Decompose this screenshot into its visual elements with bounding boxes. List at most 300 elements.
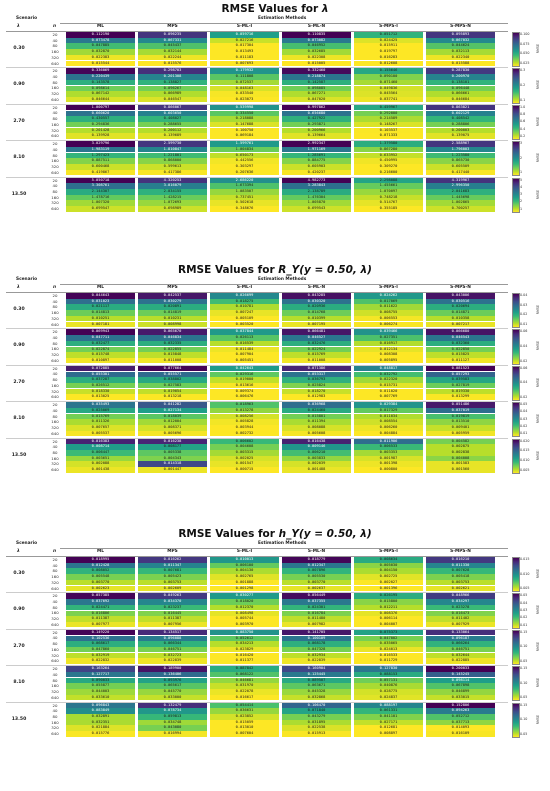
rmse-cell: 0.039466	[354, 329, 423, 335]
rmse-cell: 0.024013	[354, 647, 423, 653]
rmse-cell: 0.044003	[66, 689, 135, 695]
colorbar-label: RMSE	[536, 569, 540, 579]
colorbar-tick-label: 0.06	[520, 365, 528, 370]
sample-size: 40	[52, 671, 58, 677]
rmse-cell: 0.096267	[138, 86, 207, 92]
sample-size: 160	[51, 683, 59, 689]
rmse-cell: 0.160904	[282, 666, 351, 672]
rmse-cell: 0.023237	[138, 605, 207, 611]
lambda-block	[0, 630, 550, 664]
lambda-block	[0, 557, 550, 591]
rmse-cell: 0.100750	[210, 128, 279, 134]
rmse-cell: 0.098114	[426, 678, 495, 684]
column-header: S-MPS-I	[379, 285, 398, 290]
rmse-cell: 0.348676	[210, 206, 279, 212]
colorbar-tick-label: 1	[520, 170, 523, 175]
rmse-cell: 0.155646	[354, 68, 423, 74]
rmse-cell: 0.027819	[426, 383, 495, 389]
table-row	[0, 97, 550, 103]
rmse-cell: 0.029316	[210, 372, 279, 378]
rmse-cell: 0.061331	[354, 708, 423, 714]
rmse-cell: 0.017304	[210, 43, 279, 49]
rmse-cell: 0.094263	[426, 708, 495, 714]
rmse-cell: 0.090100	[354, 74, 423, 80]
rmse-cell: 0.006274	[354, 322, 423, 328]
lambda-block	[0, 68, 550, 102]
panel-title-math: λ	[321, 3, 329, 15]
rmse-cell: 0.022874	[66, 347, 135, 353]
rmse-cell: 0.005744	[210, 616, 279, 622]
column-header: S-ML-I	[236, 24, 253, 29]
rmse-cell: 0.887511	[66, 158, 135, 164]
rmse-cell: 0.000715	[210, 467, 279, 473]
table-row	[0, 695, 550, 701]
sample-size: 160	[51, 382, 59, 388]
rmse-cell: 0.046543	[426, 335, 495, 341]
rmse-cell: 0.027171	[354, 720, 423, 726]
colorbar-label: RMSE	[536, 80, 540, 90]
rmse-cell: 0.011330	[426, 563, 495, 569]
rmse-cell: 0.009401	[426, 425, 495, 431]
rmse-cell: 0.009146	[282, 444, 351, 450]
rmse-cell: 0.047020	[282, 97, 351, 103]
rmse-cell: 0.026195	[354, 593, 423, 599]
sample-size: 80	[52, 188, 58, 194]
colorbar-tick-label: 0.015	[520, 557, 530, 561]
rmse-cell: 0.002875	[426, 444, 495, 450]
colorbar-tick-label: 0.01	[520, 622, 528, 627]
rmse-cell: 0.032792	[354, 372, 423, 378]
sample-size: 20	[52, 438, 58, 444]
sample-size: 80	[52, 713, 58, 719]
rmse-cell: 0.046547	[138, 97, 207, 103]
sample-size: 20	[52, 702, 58, 708]
rmse-cell: 0.071840	[282, 708, 351, 714]
colorbar-tick-label: 0.6	[520, 119, 526, 124]
rmse-cell: 0.002838	[426, 450, 495, 456]
rmse-cell: 0.005109	[210, 316, 279, 322]
rmse-cell: 0.013299	[426, 394, 495, 400]
rmse-cell: 0.022885	[426, 658, 495, 664]
rmse-cell: 0.000800	[354, 467, 423, 473]
rmse-cell: 0.034748	[138, 720, 207, 726]
sample-size: 20	[52, 329, 58, 335]
rmse-cell: 0.698989	[138, 206, 207, 212]
rmse-cell: 0.018779	[282, 557, 351, 563]
sample-size: 640	[51, 321, 59, 327]
rmse-cell: 0.016806	[66, 611, 135, 617]
rmse-cell: 0.022078	[210, 689, 279, 695]
rmse-cell: 0.218874	[282, 74, 351, 80]
rmse-cell: 0.138101	[426, 80, 495, 86]
rmse-cell: 1.007320	[66, 200, 135, 206]
sample-size: 160	[51, 310, 59, 316]
lambda-value: 2.70	[13, 118, 25, 124]
rmse-cell: 0.026699	[210, 293, 279, 299]
sample-size: 320	[51, 725, 59, 731]
rmse-cell: 0.045437	[138, 43, 207, 49]
rmse-cell: 0.007681	[138, 568, 207, 574]
rmse-cell: 0.037355	[282, 599, 351, 605]
rmse-cell: 0.001298	[210, 586, 279, 592]
rmse-cell: 0.014871	[426, 310, 495, 316]
rmse-cell: 1.983119	[66, 147, 135, 153]
rmse-cell: 0.002623	[66, 586, 135, 592]
rmse-cell: 0.016438	[282, 439, 351, 445]
rmse-cell: 0.030320	[282, 299, 351, 305]
sample-size: 40	[52, 335, 58, 341]
rmse-cell: 0.007904	[210, 352, 279, 358]
rmse-cell: 0.008376	[354, 611, 423, 617]
rmse-cell: 0.013616	[210, 383, 279, 389]
sample-size: 640	[51, 394, 59, 400]
colorbar-tick-label: 0.025	[520, 61, 530, 66]
colorbar	[512, 593, 520, 628]
rmse-cell: 0.083750	[210, 630, 279, 636]
rmse-cell: 0.699547	[66, 206, 135, 212]
rmse-cell: 0.303297	[210, 164, 279, 170]
rmse-cell: 0.145245	[426, 672, 495, 678]
rmse-cell: 0.027134	[138, 408, 207, 414]
rmse-cell: 0.014093	[426, 725, 495, 731]
rmse-cell: 0.020694	[426, 304, 495, 310]
rmse-cell: 0.013025	[66, 394, 135, 400]
panel-title-text: RMSE Values for	[178, 264, 279, 276]
rmse-cell: 0.008714	[66, 444, 135, 450]
rmse-cell: 0.077664	[138, 366, 207, 372]
sample-size: 80	[52, 43, 58, 49]
rmse-cell: 1.005870	[282, 200, 351, 206]
rmse-cell: 0.063671	[282, 683, 351, 689]
rmse-cell: 0.020891	[138, 304, 207, 310]
rmse-cell: 0.066344	[138, 641, 207, 647]
rmse-cell: 0.053317	[282, 372, 351, 378]
colorbar-label: RMSE	[536, 44, 540, 54]
rmse-cell: 0.015748	[66, 352, 135, 358]
rmse-cell: 0.139928	[66, 133, 135, 139]
rmse-cell: 0.007181	[66, 322, 135, 328]
rmse-cell: 0.046684	[426, 97, 495, 103]
lambda-block	[0, 32, 550, 66]
rmse-cell: 0.046681	[210, 678, 279, 684]
rmse-cell: 0.002765	[210, 574, 279, 580]
rmse-cell: 0.022850	[426, 347, 495, 353]
rmse-cell: 0.355185	[354, 206, 423, 212]
rmse-cell: 1.796003	[426, 147, 495, 153]
colorbar-label: RMSE	[536, 305, 540, 315]
rmse-cell: 0.008371	[138, 425, 207, 431]
rmse-cell: 0.004007	[354, 622, 423, 628]
table-row	[0, 206, 550, 212]
rmse-cell: 0.005608	[282, 431, 351, 437]
rmse-cell: 0.015825	[426, 352, 495, 358]
rmse-cell: 1.223580	[426, 153, 495, 159]
rmse-cell: 1.379580	[354, 141, 423, 147]
rmse-cell: 0.096088	[138, 636, 207, 642]
rmse-cell: 0.090033	[66, 678, 135, 684]
n-header: n	[53, 24, 57, 29]
rmse-cell: 0.015801	[282, 414, 351, 420]
table-row	[0, 658, 550, 664]
rmse-cell: 0.032934	[282, 653, 351, 659]
rmse-cell: 0.066481	[282, 329, 351, 335]
sample-size: 160	[51, 610, 59, 616]
rmse-cell: 0.001438	[66, 467, 135, 473]
sample-size: 40	[52, 599, 58, 605]
rmse-cell: 0.003753	[138, 580, 207, 586]
lambda-block	[0, 293, 550, 327]
panel-title	[0, 2, 550, 16]
rmse-cell: 0.046952	[282, 43, 351, 49]
rmse-cell: 0.072885	[66, 366, 135, 372]
rmse-cell: 5.050718	[66, 178, 135, 184]
rmse-cell: 0.024425	[354, 38, 423, 44]
rmse-cell: 0.189900	[138, 666, 207, 672]
rmse-cell: 0.057293	[426, 372, 495, 378]
sample-size: 320	[51, 424, 59, 430]
colorbar-tick-label: 0.02	[520, 394, 528, 399]
rmse-cell: 0.006260	[354, 425, 423, 431]
rmse-cell: 0.005537	[66, 431, 135, 437]
rmse-cell: 0.032351	[66, 720, 135, 726]
rmse-cell: 0.016533	[354, 653, 423, 659]
rmse-cell: 0.017329	[354, 408, 423, 414]
rmse-cell: 0.110835	[282, 32, 351, 38]
rmse-cell: 0.032477	[66, 341, 135, 347]
rmse-cell: 0.332460	[282, 68, 351, 74]
sample-size: 20	[52, 557, 58, 562]
rmse-cell: 3.283843	[282, 183, 351, 189]
rmse-cell: 0.031023	[66, 299, 135, 305]
rmse-cell: 0.045564	[354, 91, 423, 97]
colorbar-tick-label: 0.04	[520, 600, 528, 605]
rmse-cell: 0.005338	[138, 450, 207, 456]
rmse-cell: 0.005895	[354, 358, 423, 364]
rmse-cell: 0.019797	[354, 49, 423, 55]
rmse-cell: 0.002025	[210, 456, 279, 462]
lambda-value: 2.70	[13, 379, 25, 385]
rmse-cell: 0.016994	[138, 731, 207, 737]
rmse-cell: 0.024460	[282, 408, 351, 414]
rmse-cell: 0.046751	[426, 647, 495, 653]
rmse-cell: 0.016210	[426, 557, 495, 563]
sample-size: 40	[52, 74, 58, 80]
rmse-cell: 0.071386	[282, 366, 351, 372]
sample-size: 80	[52, 340, 58, 346]
sample-size: 80	[52, 449, 58, 455]
lambda-value: 8.10	[13, 680, 25, 686]
rmse-cell: 0.071333	[354, 133, 423, 139]
colorbar	[512, 703, 520, 738]
rmse-cell: 0.015005	[282, 61, 351, 67]
rmse-cell: 0.459967	[354, 105, 423, 111]
panel-title	[0, 263, 550, 277]
table-row	[0, 133, 550, 139]
rmse-cell: 0.059813	[138, 714, 207, 720]
rmse-cell: 0.031970	[210, 683, 279, 689]
lambda-block	[0, 141, 550, 175]
rmse-cell: 0.024301	[282, 605, 351, 611]
rmse-cell: 0.011387	[138, 616, 207, 622]
rmse-cell: 0.287830	[426, 68, 495, 74]
rmse-cell: 0.011326	[66, 419, 135, 425]
sample-size: 320	[51, 688, 59, 694]
colorbar-tick-label: 0.05	[520, 695, 528, 700]
sample-size: 160	[51, 158, 59, 164]
rmse-cell: 0.408542	[426, 116, 495, 122]
rmse-cell: 2.034155	[138, 189, 207, 195]
rmse-cell: 0.660620	[66, 111, 135, 117]
rmse-cell: 0.046899	[426, 689, 495, 695]
lambda-value: 8.10	[13, 416, 25, 422]
rmse-cell: 1.221801	[138, 153, 207, 159]
rmse-cell: 0.163264	[66, 666, 135, 672]
rmse-cell: 0.008256	[210, 414, 279, 420]
rmse-cell: 0.016617	[210, 695, 279, 701]
panel-title-math: R_Y(y = 0.50, λ)	[278, 264, 372, 276]
lambda-value: 0.30	[13, 307, 25, 313]
rmse-cell: 0.737451	[210, 195, 279, 201]
rmse-cell: 0.065617	[138, 683, 207, 689]
rmse-cell: 0.042643	[210, 366, 279, 372]
rmse-cell: 1.445698	[426, 195, 495, 201]
rmse-cell: 1.072693	[138, 200, 207, 206]
rmse-cell: 1.070097	[354, 189, 423, 195]
rmse-cell: 0.141705	[282, 630, 351, 636]
sample-size: 640	[51, 169, 59, 175]
rmse-cell: 1.285691	[282, 153, 351, 159]
sample-size: 320	[51, 388, 59, 394]
colorbar-tick-label: 0.04	[520, 293, 528, 297]
n-header: n	[53, 285, 57, 290]
rmse-cell: 0.005423	[138, 574, 207, 580]
sample-size: 640	[51, 694, 59, 700]
column-header: S-MPS-N	[450, 549, 471, 554]
lambda-value: 2.70	[13, 643, 25, 649]
rmse-cell: 0.139075	[426, 133, 495, 139]
rmse-cell: 0.002725	[354, 574, 423, 580]
table-row	[0, 431, 550, 437]
colorbar-tick-label: 0.075	[520, 41, 530, 46]
sample-size: 320	[51, 54, 59, 60]
rmse-cell: 0.032144	[138, 49, 207, 55]
lambda-value: 13.50	[11, 191, 27, 197]
colorbar-tick-label: 0.010	[520, 458, 530, 463]
rmse-cell: 0.001488	[282, 467, 351, 473]
rmse-cell: 0.600468	[66, 164, 135, 170]
sample-size: 320	[51, 200, 59, 206]
sample-size: 640	[51, 731, 59, 737]
rmse-cell: 0.003833	[282, 456, 351, 462]
lambda-block	[0, 703, 550, 737]
rmse-cell: 0.071460	[354, 80, 423, 86]
column-header: S-MPS-I	[379, 24, 398, 29]
colorbar-label: RMSE	[536, 189, 540, 199]
colorbar-label: RMSE	[536, 605, 540, 615]
rmse-cell: 0.006553	[354, 316, 423, 322]
sample-size: 80	[52, 413, 58, 419]
rmse-cell: 0.007982	[282, 622, 351, 628]
table-row	[0, 61, 550, 67]
rmse-cell: 0.200033	[426, 666, 495, 672]
rmse-cell: 0.033000	[138, 695, 207, 701]
rmse-cell: 0.298703	[138, 68, 207, 74]
rmse-cell: 0.011387	[66, 616, 135, 622]
colorbar-label: RMSE	[536, 377, 540, 388]
rmse-cell: 0.048966	[426, 593, 495, 599]
rmse-cell: 0.016109	[426, 731, 495, 737]
rmse-cell: 0.051712	[354, 32, 423, 38]
colorbar-tick-label: 0.10	[520, 680, 528, 685]
sample-size: 40	[52, 635, 58, 641]
rmse-cell: 0.139689	[138, 133, 207, 139]
rmse-cell: 0.633952	[354, 153, 423, 159]
rmse-cell: 0.011729	[354, 658, 423, 664]
sample-size: 640	[51, 467, 59, 473]
rmse-cell: 0.005030	[354, 563, 423, 569]
table-row	[0, 394, 550, 400]
rmse-cell: 0.037713	[426, 720, 495, 726]
sample-size: 640	[51, 357, 59, 363]
sample-size: 640	[51, 658, 59, 664]
rmse-cell: 0.096235	[138, 32, 207, 38]
column-header: MPS	[167, 24, 178, 29]
rmse-cell: 0.865730	[426, 158, 495, 164]
rmse-cell: 0.011008	[282, 358, 351, 364]
rmse-cell: 0.420237	[282, 170, 351, 176]
rmse-cell: 0.002609	[138, 586, 207, 592]
lambda-block	[0, 402, 550, 436]
colorbar-tick-label: 0.2	[520, 133, 526, 138]
rmse-cell: 0.139664	[282, 133, 351, 139]
rmse-cell: 0.427922	[282, 116, 351, 122]
colorbar-tick-label: 1.0	[520, 104, 526, 109]
rmse-cell: 0.149220	[66, 630, 135, 636]
rmse-cell: 0.032476	[282, 341, 351, 347]
colorbar-tick-label: 0.02	[520, 358, 528, 363]
rmse-cell: 0.018270	[282, 389, 351, 395]
rmse-cell: 0.015576	[138, 61, 207, 67]
lambda-header: λ	[17, 24, 20, 29]
rmse-cell: 0.007977	[66, 622, 135, 628]
rmse-cell: 0.006100	[210, 563, 279, 569]
rmse-cell: 0.007929	[426, 622, 495, 628]
rmse-cell: 0.111808	[210, 74, 279, 80]
rmse-cell: 0.605903	[282, 164, 351, 170]
rmse-cell: 0.011394	[282, 419, 351, 425]
rmse-cell: 0.008554	[354, 419, 423, 425]
rmse-cell: 0.095893	[426, 32, 495, 38]
rmse-cell: 0.019819	[426, 414, 495, 420]
rmse-cell: 0.033540	[210, 91, 279, 97]
rmse-cell: 0.066680	[426, 329, 495, 335]
rmse-cell: 0.010358	[426, 316, 495, 322]
rmse-cell: 0.014813	[66, 310, 135, 316]
rmse-cell: 0.096843	[66, 703, 135, 709]
rmse-cell: 0.049263	[138, 593, 207, 599]
rmse-cell: 0.004008	[426, 456, 495, 462]
rmse-cell: 0.037019	[426, 408, 495, 414]
column-header: S-ML-N	[307, 549, 326, 554]
colorbar-tick-label: 1	[520, 206, 523, 211]
rmse-cell: 0.450995	[354, 158, 423, 164]
rmse-cell: 0.044624	[426, 43, 495, 49]
rmse-cell: 0.018963	[210, 402, 279, 408]
column-header: S-ML-I	[236, 285, 253, 290]
rmse-cell: 0.013510	[426, 419, 495, 425]
rmse-cell: 0.018039	[138, 414, 207, 420]
rmse-cell: 0.057131	[354, 678, 423, 684]
